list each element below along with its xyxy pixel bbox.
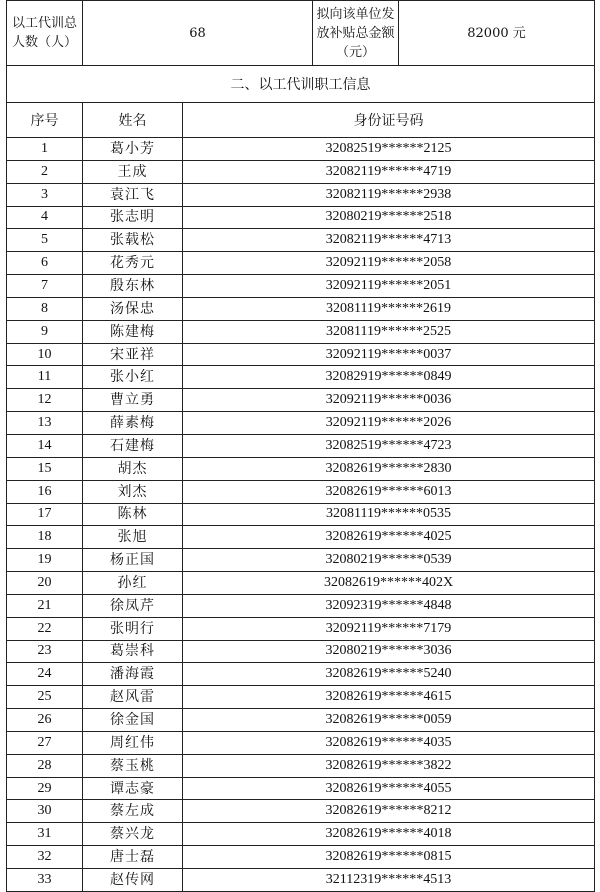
table-row	[7, 297, 595, 320]
trainee-info-table	[6, 0, 595, 892]
row-number: 9	[7, 320, 83, 343]
row-name: 徐凤芹	[83, 594, 183, 617]
table-row	[7, 389, 595, 412]
row-name: 汤保忠	[83, 297, 183, 320]
row-id-number: 32082619******8212	[183, 800, 595, 823]
row-name: 赵传网	[83, 869, 183, 892]
table-row	[7, 800, 595, 823]
row-name: 陈建梅	[83, 320, 183, 343]
row-name: 蔡玉桃	[83, 754, 183, 777]
row-name: 袁江飞	[83, 183, 183, 206]
row-id-number: 32092119******2026	[183, 412, 595, 435]
row-number: 10	[7, 343, 83, 366]
row-id-number: 32082619******5240	[183, 663, 595, 686]
table-row	[7, 869, 595, 892]
row-name: 蔡左成	[83, 800, 183, 823]
row-id-number: 32082619******4035	[183, 731, 595, 754]
table-row	[7, 823, 595, 846]
column-header-name: 姓名	[83, 103, 183, 138]
column-header-id: 身份证号码	[183, 103, 595, 138]
row-id-number: 32081119******0535	[183, 503, 595, 526]
row-id-number: 32082119******4719	[183, 160, 595, 183]
row-id-number: 32092119******2051	[183, 275, 595, 298]
row-number: 3	[7, 183, 83, 206]
table-row	[7, 663, 595, 686]
row-number: 21	[7, 594, 83, 617]
row-number: 13	[7, 412, 83, 435]
row-name: 张载松	[83, 229, 183, 252]
row-number: 12	[7, 389, 83, 412]
row-name: 张旭	[83, 526, 183, 549]
row-name: 潘海霞	[83, 663, 183, 686]
column-header-no: 序号	[7, 103, 83, 138]
row-id-number: 32082119******2938	[183, 183, 595, 206]
table-row	[7, 183, 595, 206]
table-row	[7, 617, 595, 640]
row-number: 2	[7, 160, 83, 183]
table-row	[7, 206, 595, 229]
row-name: 蔡兴龙	[83, 823, 183, 846]
row-id-number: 32082919******0849	[183, 366, 595, 389]
row-id-number: 32082619******0815	[183, 846, 595, 869]
row-name: 曹立勇	[83, 389, 183, 412]
row-name: 唐士磊	[83, 846, 183, 869]
table-row	[7, 846, 595, 869]
row-number: 24	[7, 663, 83, 686]
row-id-number: 32082619******2830	[183, 457, 595, 480]
subsidy-amount-label: 拟向该单位发放补贴总金额（元）	[313, 1, 399, 66]
row-id-number: 32092319******4848	[183, 594, 595, 617]
row-name: 张志明	[83, 206, 183, 229]
row-number: 14	[7, 434, 83, 457]
column-header-row	[7, 103, 595, 138]
table-row	[7, 549, 595, 572]
row-id-number: 32082519******4723	[183, 434, 595, 457]
table-row	[7, 434, 595, 457]
row-name: 陈林	[83, 503, 183, 526]
row-name: 张小红	[83, 366, 183, 389]
row-number: 20	[7, 572, 83, 595]
row-name: 王成	[83, 160, 183, 183]
row-id-number: 32080219******3036	[183, 640, 595, 663]
table-row	[7, 709, 595, 732]
row-number: 33	[7, 869, 83, 892]
table-row	[7, 686, 595, 709]
table-row	[7, 366, 595, 389]
table-row	[7, 275, 595, 298]
trainee-count-label: 以工代训总人数（人）	[7, 1, 83, 66]
row-name: 张明行	[83, 617, 183, 640]
row-id-number: 32082619******402X	[183, 572, 595, 595]
table-row	[7, 754, 595, 777]
table-row	[7, 480, 595, 503]
row-name: 刘杰	[83, 480, 183, 503]
row-id-number: 32082619******4615	[183, 686, 595, 709]
row-number: 31	[7, 823, 83, 846]
trainee-count-value: 68	[83, 1, 313, 66]
table-row	[7, 457, 595, 480]
row-number: 8	[7, 297, 83, 320]
row-id-number: 32082619******4025	[183, 526, 595, 549]
row-number: 27	[7, 731, 83, 754]
row-number: 29	[7, 777, 83, 800]
row-id-number: 32081119******2525	[183, 320, 595, 343]
row-name: 杨正国	[83, 549, 183, 572]
row-number: 28	[7, 754, 83, 777]
table-row	[7, 252, 595, 275]
row-number: 23	[7, 640, 83, 663]
row-name: 谭志豪	[83, 777, 183, 800]
row-number: 16	[7, 480, 83, 503]
table-row	[7, 594, 595, 617]
row-id-number: 32082619******0059	[183, 709, 595, 732]
summary-row	[7, 1, 595, 66]
table-row	[7, 160, 595, 183]
row-name: 殷东林	[83, 275, 183, 298]
row-number: 32	[7, 846, 83, 869]
row-name: 花秀元	[83, 252, 183, 275]
row-number: 4	[7, 206, 83, 229]
table-row	[7, 731, 595, 754]
row-name: 宋亚祥	[83, 343, 183, 366]
row-number: 19	[7, 549, 83, 572]
row-id-number: 32082619******4055	[183, 777, 595, 800]
section-title-row	[7, 66, 595, 103]
row-id-number: 32092119******2058	[183, 252, 595, 275]
row-id-number: 32080219******0539	[183, 549, 595, 572]
row-name: 石建梅	[83, 434, 183, 457]
table-row	[7, 412, 595, 435]
table-row	[7, 640, 595, 663]
row-number: 25	[7, 686, 83, 709]
table-row	[7, 343, 595, 366]
table-row	[7, 526, 595, 549]
row-name: 葛小芳	[83, 138, 183, 161]
table-row	[7, 503, 595, 526]
row-name: 胡杰	[83, 457, 183, 480]
row-name: 葛崇科	[83, 640, 183, 663]
row-number: 30	[7, 800, 83, 823]
table-row	[7, 138, 595, 161]
row-id-number: 32092119******7179	[183, 617, 595, 640]
row-id-number: 32082119******4713	[183, 229, 595, 252]
row-number: 22	[7, 617, 83, 640]
row-id-number: 32082619******6013	[183, 480, 595, 503]
row-id-number: 32081119******2619	[183, 297, 595, 320]
table-row	[7, 320, 595, 343]
table-row	[7, 229, 595, 252]
row-name: 徐金国	[83, 709, 183, 732]
section-title: 二、以工代训职工信息	[7, 66, 595, 103]
row-number: 5	[7, 229, 83, 252]
row-id-number: 32082619******3822	[183, 754, 595, 777]
row-id-number: 32092119******0037	[183, 343, 595, 366]
row-id-number: 32082519******2125	[183, 138, 595, 161]
subsidy-amount-value: 82000 元	[399, 1, 595, 66]
row-number: 15	[7, 457, 83, 480]
row-number: 18	[7, 526, 83, 549]
table-row	[7, 777, 595, 800]
row-id-number: 32092119******0036	[183, 389, 595, 412]
row-id-number: 32082619******4018	[183, 823, 595, 846]
table-row	[7, 572, 595, 595]
row-name: 薛素梅	[83, 412, 183, 435]
row-number: 17	[7, 503, 83, 526]
row-number: 11	[7, 366, 83, 389]
row-number: 7	[7, 275, 83, 298]
row-number: 1	[7, 138, 83, 161]
row-name: 周红伟	[83, 731, 183, 754]
row-id-number: 32080219******2518	[183, 206, 595, 229]
row-name: 孙红	[83, 572, 183, 595]
row-number: 6	[7, 252, 83, 275]
row-id-number: 32112319******4513	[183, 869, 595, 892]
row-number: 26	[7, 709, 83, 732]
row-name: 赵风雷	[83, 686, 183, 709]
